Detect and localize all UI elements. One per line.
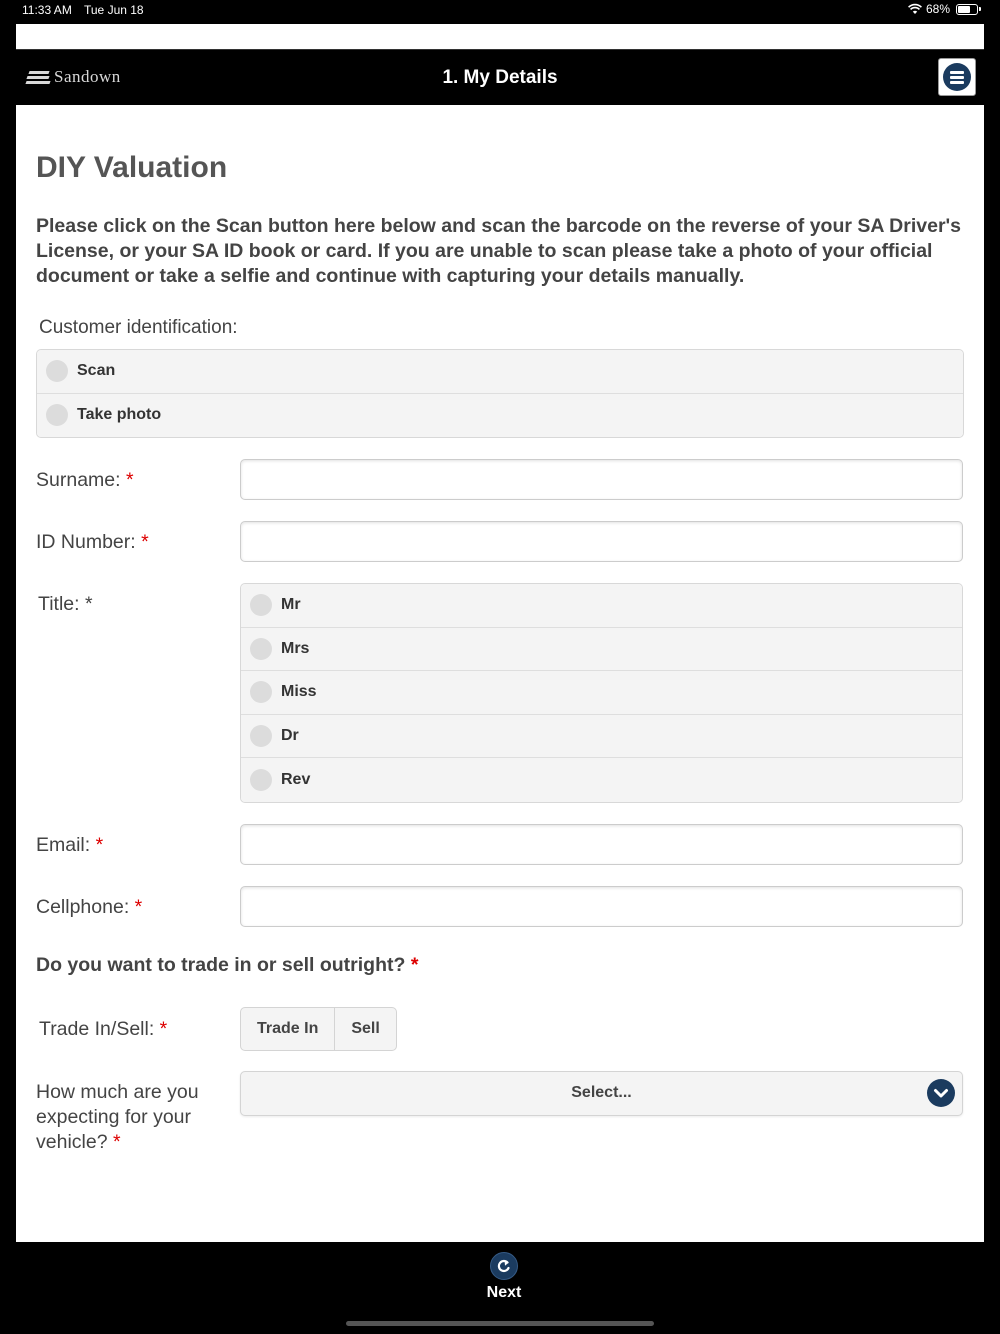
- radio-rev[interactable]: [241, 758, 962, 802]
- radio-miss[interactable]: [241, 671, 962, 715]
- wifi-icon: [908, 3, 922, 15]
- radio-circle-icon: [250, 725, 272, 747]
- trade-in-button[interactable]: Trade In: [241, 1008, 335, 1050]
- trade-segmented-control: [240, 1007, 397, 1051]
- id-number-row: [36, 521, 964, 562]
- battery-percent: 68%: [925, 2, 950, 16]
- next-label: Next: [486, 1284, 522, 1301]
- radio-label: Mrs: [281, 639, 310, 657]
- cellphone-label: Cellphone: *: [36, 895, 143, 918]
- email-row: [36, 824, 964, 865]
- page-header-title: 1. My Details: [442, 67, 558, 88]
- footer-bar: [16, 1242, 984, 1312]
- id-number-input[interactable]: [240, 521, 963, 562]
- radio-circle-icon: [250, 769, 272, 791]
- radio-take-photo[interactable]: [37, 394, 963, 438]
- title-radio-group: [240, 583, 963, 803]
- main-content: [16, 151, 984, 1155]
- expect-label: How much are you expecting for your vehicle? *: [36, 1080, 199, 1153]
- hamburger-menu-icon: [943, 63, 971, 91]
- surname-label: Surname: *: [36, 469, 134, 491]
- radio-mr[interactable]: [241, 584, 962, 628]
- surname-input[interactable]: [240, 459, 963, 500]
- redo-arrow-icon: [490, 1252, 518, 1280]
- cellphone-input[interactable]: [240, 886, 963, 927]
- sell-button[interactable]: Sell: [351, 1019, 380, 1037]
- radio-scan[interactable]: [37, 350, 963, 394]
- trade-label: Trade In/Sell: *: [39, 1017, 168, 1040]
- radio-label: Take photo: [77, 406, 162, 424]
- title-row: [36, 583, 964, 803]
- email-input[interactable]: [240, 824, 963, 865]
- select-value: Select...: [571, 1084, 632, 1101]
- id-number-label: ID Number: *: [36, 531, 149, 553]
- status-date: Tue Jun 18: [84, 3, 144, 17]
- title-label: Title: *: [38, 593, 93, 615]
- intro-text: Please click on the Scan button here below and scan the barcode on the reverse of your SA Driver's License, or your SA ID book or card. If you are unable to scan please take a photo of your official document or take a selfie and continue with capturing your details manually.: [36, 215, 962, 287]
- chevron-down-icon: [927, 1079, 955, 1107]
- radio-circle-icon: [250, 594, 272, 616]
- radio-circle-icon: [250, 681, 272, 703]
- email-label: Email: *: [36, 833, 104, 856]
- radio-label: Scan: [77, 362, 116, 380]
- trade-question: Do you want to trade in or sell outright? *: [36, 953, 419, 976]
- brand-name: Sandown: [54, 67, 121, 86]
- trade-row: [36, 1007, 964, 1051]
- menu-button[interactable]: [938, 58, 976, 96]
- next-button[interactable]: [484, 1252, 524, 1302]
- radio-label: Mr: [281, 596, 301, 614]
- page-title: DIY Valuation: [36, 151, 228, 184]
- status-right: [908, 2, 978, 16]
- customer-identification-group: [36, 349, 964, 438]
- radio-circle-icon: [46, 404, 68, 426]
- home-indicator: [346, 1321, 654, 1326]
- radio-label: Rev: [281, 770, 311, 788]
- radio-dr[interactable]: [241, 715, 962, 759]
- radio-circle-icon: [46, 360, 68, 382]
- header-bar: [16, 49, 984, 105]
- top-strip: [16, 24, 984, 49]
- surname-row: [36, 459, 964, 500]
- app-window: [16, 24, 984, 1312]
- radio-label: Dr: [281, 726, 299, 744]
- status-time: 11:33 AM: [22, 3, 72, 17]
- radio-circle-icon: [250, 638, 272, 660]
- status-bar: [0, 0, 1000, 22]
- expect-row: [36, 1071, 964, 1155]
- battery-icon: [956, 4, 978, 15]
- customer-identification-label: Customer identification:: [39, 317, 238, 338]
- radio-label: Miss: [281, 683, 317, 701]
- expect-select[interactable]: [240, 1071, 963, 1116]
- radio-mrs[interactable]: [241, 628, 962, 672]
- cellphone-row: [36, 886, 964, 927]
